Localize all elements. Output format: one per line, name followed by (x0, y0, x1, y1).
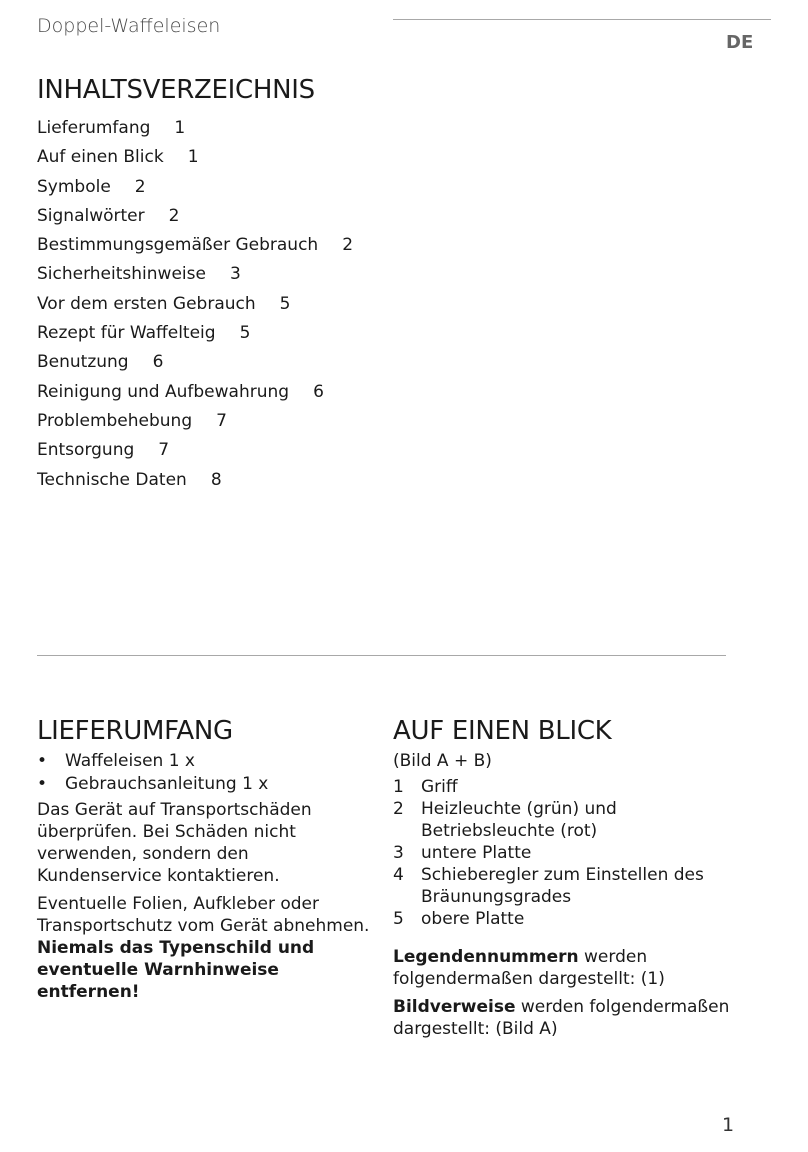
toc-entry-label: Sicherheitshinweise (37, 264, 206, 285)
legend-item (393, 798, 753, 842)
warning-text: Niemals das Typenschild und eventuelle Warnhinweise entfernen! (37, 938, 315, 1002)
delivery-items (37, 750, 377, 795)
legend-text: Schieberegler zum Einstellen des Bräunungsgrades (421, 865, 704, 907)
legend-list (393, 776, 753, 930)
toc-entry-label: Problembehebung (37, 410, 193, 431)
toc-entry-label: Auf einen Blick (37, 147, 164, 168)
bullet-icon: • (37, 773, 48, 794)
lieferumfang-section (37, 750, 377, 1009)
toc-entry[interactable] (37, 290, 353, 319)
toc-entry[interactable] (37, 348, 353, 377)
legend-text: Heizleuchte (grün) und Betriebsleuchte (rot) (421, 799, 617, 841)
note-bold-term: Legendennummern (393, 947, 579, 967)
list-item-text: Waffeleisen 1 x (65, 751, 195, 771)
header-rule (393, 19, 771, 20)
toc-entry[interactable] (37, 173, 353, 202)
toc-entry-label: Technische Daten (37, 469, 187, 490)
toc-entry-label: Vor dem ersten Gebrauch (37, 293, 256, 314)
legend-text: obere Platte (421, 909, 525, 929)
toc-entry-label: Benutzung (37, 352, 129, 373)
toc-entry-label: Symbole (37, 176, 111, 197)
toc-entry-label: Entsorgung (37, 440, 135, 461)
legend-number: 3 (393, 843, 404, 863)
legend-number: 4 (393, 865, 404, 885)
figure-reference: (Bild A + B) (393, 751, 492, 771)
toc-heading: INHALTSVERZEICHNIS (37, 75, 315, 105)
legend-item (393, 842, 753, 864)
toc-entry-page: 7 (216, 410, 227, 431)
toc-entry[interactable] (37, 319, 353, 348)
packaging-paragraph: Eventuelle Folien, Aufkleber oder Transportschutz vom Gerät abnehmen. (37, 894, 370, 936)
document-title: Doppel-Waffeleisen (37, 15, 221, 37)
toc-entry-page: 6 (152, 352, 164, 373)
toc-entry-label: Lieferumfang (37, 118, 151, 138)
legend-text: Griff (421, 777, 458, 797)
toc-entry[interactable] (37, 114, 353, 143)
legend-number: 1 (393, 777, 404, 797)
list-item (37, 750, 377, 773)
note-bold-term: Bildverweise (393, 997, 516, 1017)
legend-item (393, 864, 753, 908)
overview-section (393, 750, 753, 1046)
toc-entry-page: 1 (187, 147, 199, 168)
legend-number: 5 (393, 909, 404, 929)
section-divider (37, 655, 726, 656)
toc-entry[interactable] (37, 143, 353, 172)
toc-entry-page: 7 (158, 440, 170, 461)
toc-entry-label: Rezept für Waffelteig (37, 323, 216, 344)
toc-entry[interactable] (37, 466, 353, 495)
toc-entry-page: 1 (174, 118, 186, 138)
toc-entry[interactable] (37, 260, 353, 289)
legend-number: 2 (393, 799, 404, 819)
legend-item (393, 776, 753, 798)
legend-item (393, 908, 753, 930)
toc-entry-page: 5 (239, 323, 251, 344)
legend-number-note (393, 946, 753, 990)
toc-entry-label: Signalwörter (37, 205, 145, 226)
note-text: werden folgendermaßen dargestellt: (Bild A) (393, 997, 730, 1039)
bullet-icon: • (37, 751, 48, 771)
legend-text: untere Platte (421, 843, 532, 863)
lieferumfang-heading: LIEFERUMFANG (37, 716, 233, 746)
toc-entry-page: 3 (229, 264, 241, 285)
toc-entry-page: 8 (210, 469, 222, 490)
figure-reference-note (393, 996, 753, 1040)
table-of-contents (37, 114, 353, 495)
toc-entry-page: 5 (279, 293, 291, 314)
toc-entry-page: 2 (134, 176, 146, 197)
toc-entry-page: 2 (168, 205, 180, 226)
overview-heading: AUF EINEN BLICK (393, 716, 612, 746)
list-item-text: Gebrauchsanleitung 1 x (65, 773, 269, 794)
toc-entry-page: 6 (313, 381, 324, 402)
list-item (37, 773, 377, 796)
page-number: 1 (722, 1114, 735, 1136)
toc-entry-label: Reinigung und Aufbewahrung (37, 381, 290, 402)
note-text: werden folgendermaßen dargestellt: (1) (393, 947, 665, 989)
toc-entry-page: 2 (342, 235, 354, 256)
toc-entry[interactable] (37, 407, 353, 436)
toc-entry[interactable] (37, 231, 353, 260)
toc-entry[interactable] (37, 436, 353, 465)
toc-entry-label: Bestimmungsgemäßer Gebrauch (37, 235, 319, 256)
toc-entry[interactable] (37, 202, 353, 231)
toc-entry[interactable] (37, 378, 353, 407)
language-badge: DE (726, 32, 754, 53)
damage-check-paragraph: Das Gerät auf Transportschäden überprüfen. Bei Schäden nicht verwenden, sondern den Kundenservice kontaktieren. (37, 800, 312, 886)
